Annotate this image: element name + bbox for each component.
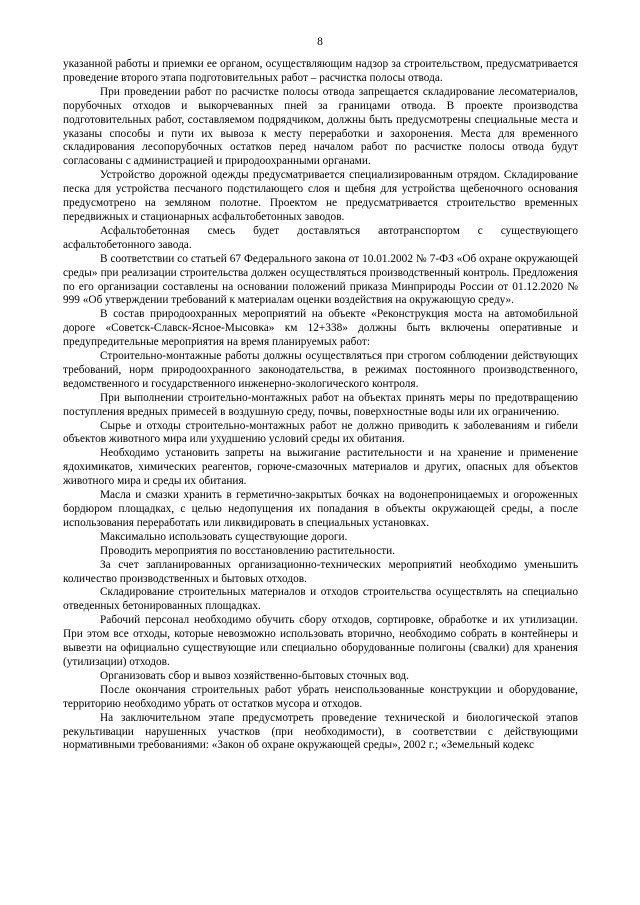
paragraph: указанной работы и приемки ее органом, осуществляющим надзор за строительством, предусматривается проведение второго этапа подготовительных работ – расчистка полосы отвода.	[63, 58, 578, 84]
paragraph: Асфальтобетонная смесь будет доставляться автотранспортом с существующего асфальтобетонного завода.	[63, 224, 578, 251]
paragraph: Сырье и отходы строительно-монтажных работ не должно приводить к заболеваниям и гибели объектов животного мира или ухудшению условий среды их обитания.	[63, 419, 578, 446]
paragraph: Организовать сбор и вывоз хозяйственно-бытовых сточных вод.	[100, 669, 409, 682]
paragraph: Необходимо установить запреты на выжигание растительности и на хранение и применение ядохимикатов, химических реагентов, горюче-смазочных материалов и других, опасных для объектов животного мира и среды их обитания.	[63, 447, 578, 488]
paragraph: После окончания строительных работ убрать неиспользованные конструкции и оборудование, территорию необходимо убрать от остатков мусора и отходов.	[63, 683, 578, 710]
paragraph: Максимально использовать существующие дороги.	[100, 530, 348, 543]
paragraph: На заключительном этапе предусмотреть проведение технической и биологической этапов рекультивации нарушенных участков (при необходимости), в соответствии с действующими нормативными требованиями: «Закон об охране окружающей среды», 2002 г.; «Земельный кодекс	[63, 711, 578, 752]
body-text	[63, 58, 578, 753]
paragraph: Масла и смазки хранить в герметично-закрытых бочках на водонепроницаемых и огороженных бордюром площадках, с целью недопущения их попадания в объекты окружающей среды, а после использования переработать или ликвидировать в специальных установках.	[63, 489, 578, 529]
paragraph: Рабочий персонал необходимо обучить сбору отходов, сортировке, обработке и их утилизации. При этом все отходы, которые невозможно использовать вторично, необходимо собрать в контейнеры и вывезти на официально существующие или специально оборудованные полигоны (свалки) для хранения (утилизации) отходов.	[63, 614, 578, 668]
paragraph: Складирование строительных материалов и отходов строительства осуществлять на специально отведенных бетонированных площадках.	[63, 586, 578, 613]
paragraph: При выполнении строительно-монтажных работ на объектах принять меры по предотвращению поступления вредных примесей в воздушную среду, почвы, поверхностные воды или их ограничению.	[63, 391, 578, 418]
paragraph: Проводить мероприятия по восстановлению растительности.	[100, 544, 396, 557]
paragraph: Строительно-монтажные работы должны осуществляться при строгом соблюдении действующих требований, норм природоохранного законодательства, в режимах постоянного производственного, ведомственного и государственного инженерно-экологического контроля.	[63, 350, 578, 390]
paragraph: В состав природоохранных мероприятий на объекте «Реконструкция моста на автомобильной дороге «Советск-Славск-Ясное-Мысовка» км 12+338» должны быть включены оперативные и предупредительные мероприятия на время планируемых работ:	[63, 308, 578, 349]
paragraph: В соответствии со статьей 67 Федерального закона от 10.01.2002 № 7-ФЗ «Об охране окружающей среды» при реализации строительства должен осуществляться производственный контроль. Предложения по его организации составлены на основании положений приказа Минприроды России от 01.12.2020 № 999 «Об утверждении требований к материалам оценки воздействия на окружающую среду».	[63, 252, 578, 307]
page-number: 8	[317, 36, 323, 48]
paragraph: За счет запланированных организационно-технических мероприятий необходимо уменьшить количество производственных и бытовых отходов.	[63, 558, 578, 585]
paragraph: Устройство дорожной одежды предусматривается специализированным отрядом. Складирование песка для устройства песчаного подстилающего слоя и щебня для устройства щебеночного основания предусмотрено на земляном полотне. Проектом не предусматривается строительство временных передвижных и стационарных асфальтобетонных заводов.	[63, 169, 578, 223]
paragraph: При проведении работ по расчистке полосы отвода запрещается складирование лесоматериалов, порубочных отходов и выкорчеванных пней за границами отвода. В проекте производства подготовительных работ, составляемом подрядчиком, должны быть предусмотрены специальные места и указаны способы и пути их вывоза к месту переработки и захоронения. Места для временного складирования лесопорубочных остатков перед началом работ по расчистке полосы отвода будут согласованы с администрацией и природоохранными органами.	[63, 85, 578, 168]
